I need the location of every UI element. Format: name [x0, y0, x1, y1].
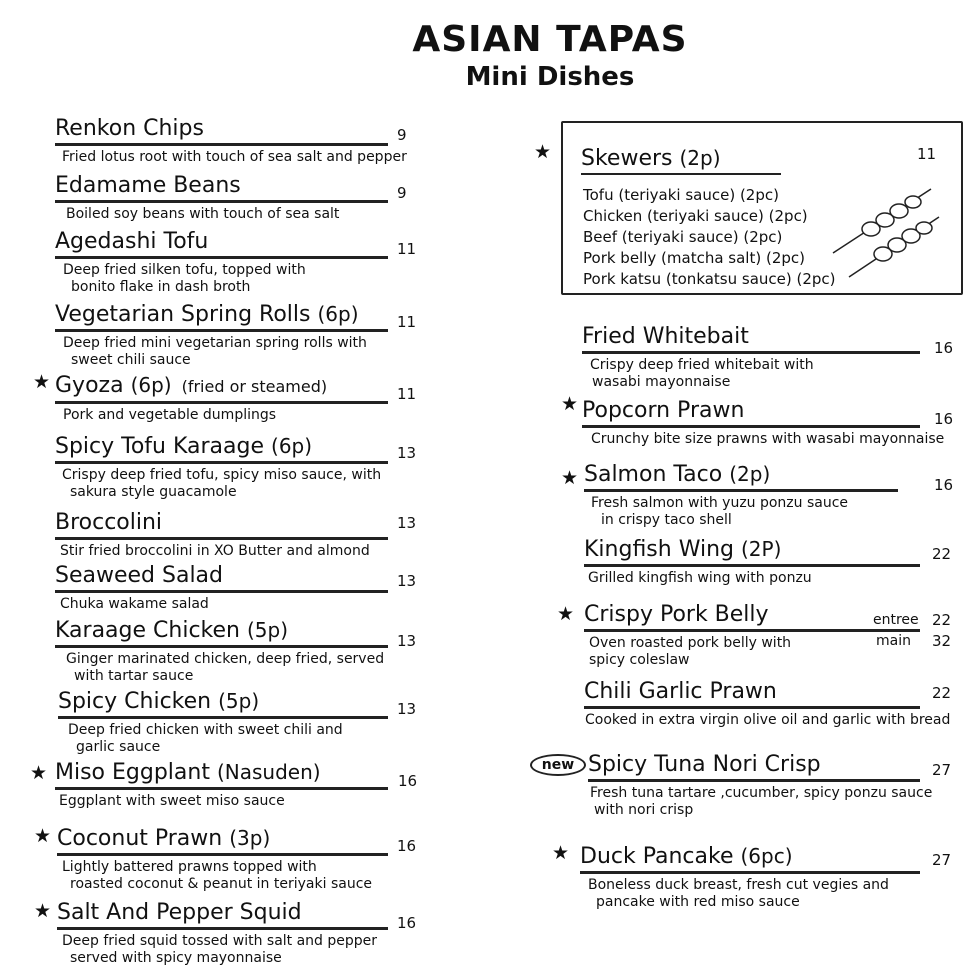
item-price: 11	[397, 313, 417, 331]
item-price: 16	[934, 339, 954, 357]
item-description: Eggplant with sweet miso sauce	[59, 793, 285, 809]
item-description: Lightly battered prawns topped with roasted coconut & peanut in teriyaki sauce	[62, 859, 372, 892]
menu-item-karaage-chicken	[55, 617, 388, 685]
menu-item-agedashi-tofu	[55, 229, 388, 296]
item-description: Fresh salmon with yuzu ponzu sauce in crispy taco shell	[591, 495, 849, 528]
menu-item-duck-pancake	[580, 843, 920, 911]
menu-title: ASIAN TAPAS	[412, 19, 688, 60]
item-name: Spicy Tuna Nori Crisp	[588, 752, 920, 782]
menu-item-vegetarian-spring-rolls	[55, 301, 388, 369]
skewer-row: Pork belly (matcha salt) (2pc)	[583, 249, 805, 267]
menu-subtitle: Mini Dishes	[465, 62, 635, 92]
item-name: Miso Eggplant (Nasuden)	[55, 759, 388, 790]
item-description: Grilled kingfish wing with ponzu	[588, 570, 812, 586]
skewers-box	[561, 121, 963, 295]
item-description: Ginger marinated chicken, deep fried, served with tartar sauce	[66, 651, 385, 684]
item-price: 16	[934, 410, 954, 428]
menu-item-crispy-pork-belly	[584, 602, 920, 669]
star-icon: ★	[557, 603, 575, 625]
star-icon: ★	[33, 371, 51, 393]
new-badge: new	[530, 754, 586, 776]
menu-item-salt-and-pepper-squid	[57, 900, 388, 967]
item-name: Broccolini	[55, 510, 388, 540]
item-price: 13	[397, 572, 417, 590]
item-name: Popcorn Prawn	[582, 398, 920, 428]
menu-item-gyoza	[55, 372, 388, 424]
item-price: 13	[397, 514, 417, 532]
star-icon: ★	[561, 467, 579, 489]
item-description: Fried lotus root with touch of sea salt and pepper	[62, 149, 407, 165]
item-description: Pork and vegetable dumplings	[63, 407, 277, 423]
item-description: Boiled soy beans with touch of sea salt	[66, 206, 340, 222]
menu-item-spicy-tofu-karaage	[55, 433, 388, 501]
item-description: Oven roasted pork belly with spicy coleslaw	[589, 635, 792, 668]
item-description: Crispy deep fried tofu, spicy miso sauce, with sakura style guacamole	[62, 467, 382, 500]
item-description: Deep fried mini vegetarian spring rolls with sweet chili sauce	[63, 335, 367, 368]
item-price: 9	[397, 126, 407, 144]
item-price: 16	[934, 476, 954, 494]
item-description: Deep fried chicken with sweet chili and garlic sauce	[68, 722, 343, 755]
item-name: Fried Whitebait	[582, 324, 920, 354]
skewer-illustration	[831, 181, 941, 281]
menu-item-spicy-tuna-nori-crisp	[588, 752, 933, 819]
menu-item-miso-eggplant	[55, 759, 388, 810]
star-icon: ★	[34, 900, 52, 922]
item-price: 27	[932, 761, 952, 779]
item-name: Salmon Taco (2p)	[584, 461, 898, 492]
skewer-options	[583, 185, 836, 290]
menu-item-renkon-chips	[55, 116, 407, 166]
menu-item-spicy-chicken	[58, 688, 388, 756]
menu-header	[350, 18, 750, 92]
main-label: main	[876, 633, 911, 649]
entree-price: 22	[932, 611, 952, 629]
item-price: 9	[397, 184, 407, 202]
item-name: Spicy Chicken (5p)	[58, 688, 388, 719]
star-icon: ★	[30, 762, 48, 784]
menu-item-seaweed-salad	[55, 563, 388, 613]
star-icon: ★	[561, 393, 579, 415]
item-description: Stir fried broccolini in XO Butter and almond	[60, 543, 370, 559]
item-price: 22	[932, 545, 952, 563]
item-price: 11	[397, 385, 417, 403]
item-name: Spicy Tofu Karaage (6p)	[55, 433, 388, 464]
star-icon: ★	[552, 842, 570, 864]
item-price: 22	[932, 684, 952, 702]
skewer-row: Beef (teriyaki sauce) (2pc)	[583, 228, 783, 246]
main-price: 32	[932, 632, 952, 650]
item-description: Cooked in extra virgin olive oil and garlic with bread	[585, 712, 951, 728]
item-name: Edamame Beans	[55, 173, 388, 203]
item-name: Duck Pancake (6pc)	[580, 843, 920, 874]
menu-item-broccolini	[55, 510, 388, 560]
item-description: Fresh tuna tartare ,cucumber, spicy ponzu sauce with nori crisp	[590, 785, 933, 818]
item-name: Vegetarian Spring Rolls (6p)	[55, 301, 388, 332]
item-price: 13	[397, 632, 417, 650]
item-description: Deep fried squid tossed with salt and pepper served with spicy mayonnaise	[62, 933, 378, 966]
menu-item-salmon-taco	[584, 461, 898, 529]
item-price: 27	[932, 851, 952, 869]
item-name: Karaage Chicken (5p)	[55, 617, 388, 648]
skewer-row: Pork katsu (tonkatsu sauce) (2pc)	[583, 270, 836, 288]
item-name: Coconut Prawn (3p)	[57, 825, 388, 856]
menu-item-fried-whitebait	[582, 324, 920, 391]
item-description: Crunchy bite size prawns with wasabi mayonnaise	[591, 431, 945, 447]
item-name: Crispy Pork Belly	[584, 602, 920, 632]
item-price: 16	[397, 837, 417, 855]
menu-item-edamame-beans	[55, 173, 388, 223]
item-name: Chili Garlic Prawn	[584, 679, 920, 709]
item-description: Deep fried silken tofu, topped with bonito flake in dash broth	[63, 262, 306, 295]
item-price: 13	[397, 700, 417, 718]
item-name: Renkon Chips	[55, 116, 388, 146]
skewer-row: Tofu (teriyaki sauce) (2pc)	[583, 186, 779, 204]
star-icon: ★	[34, 825, 52, 847]
item-description: Crispy deep fried whitebait with wasabi mayonnaise	[590, 357, 814, 390]
item-price: 16	[397, 914, 417, 932]
star-icon: ★	[534, 141, 552, 163]
entree-label: entree	[873, 612, 919, 628]
item-name: Agedashi Tofu	[55, 229, 388, 259]
skewer-row: Chicken (teriyaki sauce) (2pc)	[583, 207, 808, 225]
item-name: Seaweed Salad	[55, 563, 388, 593]
item-price: 11	[917, 145, 937, 163]
item-name: Skewers (2p)	[581, 145, 781, 175]
item-name: Salt And Pepper Squid	[57, 900, 388, 930]
item-price: 13	[397, 444, 417, 462]
menu-item-coconut-prawn	[57, 825, 388, 893]
menu-item-kingfish-wing	[584, 536, 920, 587]
item-name: Gyoza (6p) (fried or steamed)	[55, 372, 388, 404]
item-price: 11	[397, 240, 417, 258]
item-description: Boneless duck breast, fresh cut vegies and pancake with red miso sauce	[588, 877, 889, 910]
item-name: Kingfish Wing (2P)	[584, 536, 920, 567]
item-description: Chuka wakame salad	[60, 596, 209, 612]
item-price: 16	[398, 772, 418, 790]
